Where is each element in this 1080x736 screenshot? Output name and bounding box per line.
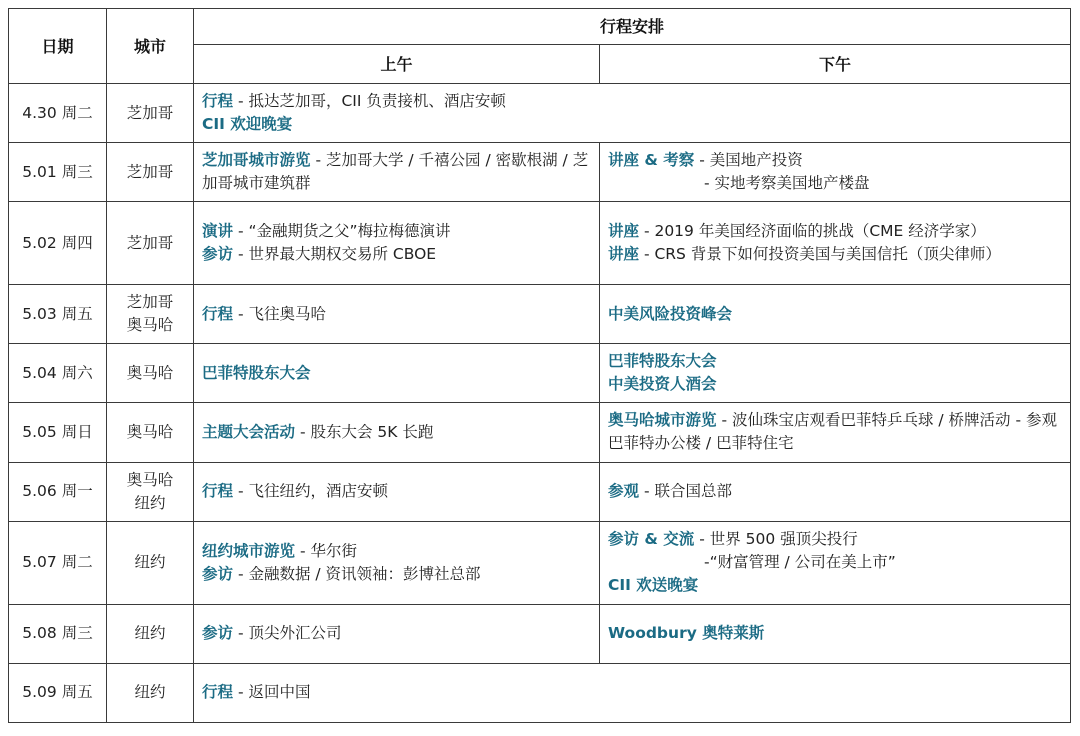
am-cell bbox=[194, 462, 600, 521]
schedule-line bbox=[608, 149, 1062, 172]
am-cell bbox=[194, 285, 600, 344]
pm-cell bbox=[600, 462, 1071, 521]
pm-cell bbox=[600, 521, 1071, 604]
activity-keyword: 主题大会活动 bbox=[202, 422, 296, 441]
city-name: 芝加哥 bbox=[126, 162, 174, 181]
city-name: 芝加哥 bbox=[126, 103, 174, 122]
am-cell bbox=[194, 84, 1071, 143]
date-cell: 5.07 周二 bbox=[9, 521, 107, 604]
activity-keyword: 行程 bbox=[202, 482, 234, 501]
pm-cell bbox=[600, 285, 1071, 344]
activity-keyword: Woodbury 奥特莱斯 bbox=[608, 624, 765, 643]
date-cell: 5.06 周一 bbox=[9, 462, 107, 521]
city-cell bbox=[107, 202, 194, 285]
am-cell bbox=[194, 202, 600, 285]
schedule-line bbox=[608, 303, 1062, 326]
city-name: 纽约 bbox=[134, 624, 166, 643]
city-cell bbox=[107, 521, 194, 604]
schedule-line bbox=[608, 172, 1062, 195]
schedule-line bbox=[608, 409, 1062, 455]
header-city: 城市 bbox=[107, 9, 194, 84]
city-name: 奥马哈 bbox=[126, 316, 174, 335]
am-cell bbox=[194, 344, 600, 403]
schedule-line bbox=[608, 622, 1062, 645]
activity-detail: - 实地考察美国地产楼盘 bbox=[704, 174, 870, 193]
itinerary-table bbox=[8, 8, 1071, 723]
itinerary-body bbox=[9, 84, 1071, 723]
activity-keyword: 参访 & 交流 bbox=[608, 530, 695, 549]
schedule-line bbox=[202, 480, 591, 503]
activity-keyword: 奥马哈城市游览 bbox=[608, 411, 717, 430]
schedule-line bbox=[608, 373, 1062, 396]
activity-keyword: 参观 bbox=[608, 482, 640, 501]
schedule-line bbox=[608, 350, 1062, 373]
schedule-line bbox=[202, 149, 591, 195]
activity-keyword: 参访 bbox=[202, 245, 234, 264]
pm-cell bbox=[600, 604, 1071, 663]
activity-detail: - 美国地产投资 bbox=[694, 151, 803, 170]
activity-detail: - 世界 500 强顶尖投行 bbox=[694, 530, 858, 549]
activity-detail: -“财富管理 / 公司在美上市” bbox=[704, 553, 896, 572]
activity-keyword: 芝加哥城市游览 bbox=[202, 151, 311, 170]
table-row bbox=[9, 143, 1071, 202]
city-cell bbox=[107, 344, 194, 403]
date-cell: 5.02 周四 bbox=[9, 202, 107, 285]
activity-detail: - 飞往纽约，酒店安顿 bbox=[233, 482, 388, 501]
pm-cell bbox=[600, 143, 1071, 202]
activity-detail: - 金融数据 / 资讯领袖：彭博社总部 bbox=[233, 564, 481, 583]
schedule-line bbox=[202, 622, 591, 645]
activity-keyword: 讲座 bbox=[608, 245, 640, 264]
activity-keyword: 中美风险投资峰会 bbox=[608, 304, 733, 323]
schedule-line bbox=[608, 220, 1062, 243]
city-name: 奥马哈 bbox=[126, 363, 174, 382]
schedule-line bbox=[608, 243, 1062, 266]
activity-keyword: 讲座 bbox=[608, 222, 640, 241]
activity-keyword: 讲座 & 考察 bbox=[608, 151, 695, 170]
city-name: 奥马哈 bbox=[126, 422, 174, 441]
table-row bbox=[9, 202, 1071, 285]
am-cell bbox=[194, 143, 600, 202]
activity-keyword: 巴菲特股东大会 bbox=[608, 352, 717, 371]
header-date: 日期 bbox=[9, 9, 107, 84]
city-cell bbox=[107, 84, 194, 143]
activity-detail: - 抵达芝加哥，CII 负责接机、酒店安顿 bbox=[233, 92, 506, 111]
activity-keyword: 参访 bbox=[202, 564, 234, 583]
city-name: 奥马哈 bbox=[126, 470, 174, 489]
date-cell: 5.01 周三 bbox=[9, 143, 107, 202]
pm-cell bbox=[600, 202, 1071, 285]
activity-keyword: 中美投资人酒会 bbox=[608, 375, 717, 394]
table-row bbox=[9, 462, 1071, 521]
activity-detail: - 飞往奥马哈 bbox=[233, 304, 326, 323]
city-cell bbox=[107, 143, 194, 202]
activity-keyword: 行程 bbox=[202, 683, 234, 702]
table-row bbox=[9, 84, 1071, 143]
activity-keyword: 演讲 bbox=[202, 222, 234, 241]
schedule-line bbox=[202, 421, 591, 444]
city-name: 纽约 bbox=[134, 683, 166, 702]
table-row bbox=[9, 604, 1071, 663]
schedule-line bbox=[202, 681, 1062, 704]
activity-detail: - 联合国总部 bbox=[639, 482, 732, 501]
schedule-line bbox=[202, 540, 591, 563]
activity-detail: - 股东大会 5K 长跑 bbox=[295, 422, 434, 441]
activity-keyword: 行程 bbox=[202, 304, 234, 323]
schedule-line bbox=[202, 362, 591, 385]
activity-keyword: 参访 bbox=[202, 624, 234, 643]
city-cell bbox=[107, 663, 194, 722]
pm-cell bbox=[600, 403, 1071, 462]
activity-detail: - 波仙珠宝店观看巴菲特乒乓球 / 桥牌活动 - 参观巴菲特办公楼 / 巴菲特住宅 bbox=[608, 411, 1057, 453]
date-cell: 5.09 周五 bbox=[9, 663, 107, 722]
schedule-line bbox=[608, 574, 1062, 597]
city-cell bbox=[107, 462, 194, 521]
date-cell: 4.30 周二 bbox=[9, 84, 107, 143]
schedule-line bbox=[608, 480, 1062, 503]
schedule-line bbox=[202, 220, 591, 243]
date-cell: 5.08 周三 bbox=[9, 604, 107, 663]
am-cell bbox=[194, 403, 600, 462]
city-name: 纽约 bbox=[134, 553, 166, 572]
city-name: 芝加哥 bbox=[126, 233, 174, 252]
table-row bbox=[9, 285, 1071, 344]
activity-detail: - 2019 年美国经济面临的挑战（CME 经济学家） bbox=[639, 222, 986, 241]
activity-detail: - 返回中国 bbox=[233, 683, 311, 702]
activity-detail: - CRS 背景下如何投资美国与美国信托（顶尖律师） bbox=[639, 245, 1001, 264]
table-row bbox=[9, 521, 1071, 604]
activity-keyword: CII 欢迎晚宴 bbox=[202, 115, 293, 134]
activity-keyword: 行程 bbox=[202, 92, 234, 111]
activity-keyword: 巴菲特股东大会 bbox=[202, 363, 311, 382]
activity-keyword: 纽约城市游览 bbox=[202, 541, 296, 560]
city-cell bbox=[107, 403, 194, 462]
schedule-line bbox=[202, 243, 591, 266]
am-cell bbox=[194, 521, 600, 604]
am-cell bbox=[194, 604, 600, 663]
activity-detail: - 顶尖外汇公司 bbox=[233, 624, 342, 643]
table-row bbox=[9, 403, 1071, 462]
date-cell: 5.05 周日 bbox=[9, 403, 107, 462]
city-name: 芝加哥 bbox=[126, 293, 174, 312]
date-cell: 5.04 周六 bbox=[9, 344, 107, 403]
date-cell: 5.03 周五 bbox=[9, 285, 107, 344]
city-name: 纽约 bbox=[134, 493, 166, 512]
activity-detail: - 芝加哥大学 / 千禧公园 / 密歇根湖 / 芝加哥城市建筑群 bbox=[202, 151, 589, 193]
schedule-line bbox=[202, 563, 591, 586]
schedule-line bbox=[202, 113, 1062, 136]
schedule-line bbox=[202, 303, 591, 326]
pm-cell bbox=[600, 344, 1071, 403]
activity-detail: - “金融期货之父”梅拉梅德演讲 bbox=[233, 222, 451, 241]
activity-keyword: CII 欢送晚宴 bbox=[608, 576, 699, 595]
table-row bbox=[9, 663, 1071, 722]
header-pm: 下午 bbox=[600, 45, 1071, 84]
header-schedule: 行程安排 bbox=[194, 9, 1071, 45]
table-row bbox=[9, 344, 1071, 403]
activity-detail: - 世界最大期权交易所 CBOE bbox=[233, 245, 437, 264]
schedule-line bbox=[608, 551, 1062, 574]
am-cell bbox=[194, 663, 1071, 722]
schedule-line bbox=[202, 90, 1062, 113]
activity-detail: - 华尔街 bbox=[295, 541, 357, 560]
header-am: 上午 bbox=[194, 45, 600, 84]
schedule-line bbox=[608, 528, 1062, 551]
city-cell bbox=[107, 285, 194, 344]
city-cell bbox=[107, 604, 194, 663]
